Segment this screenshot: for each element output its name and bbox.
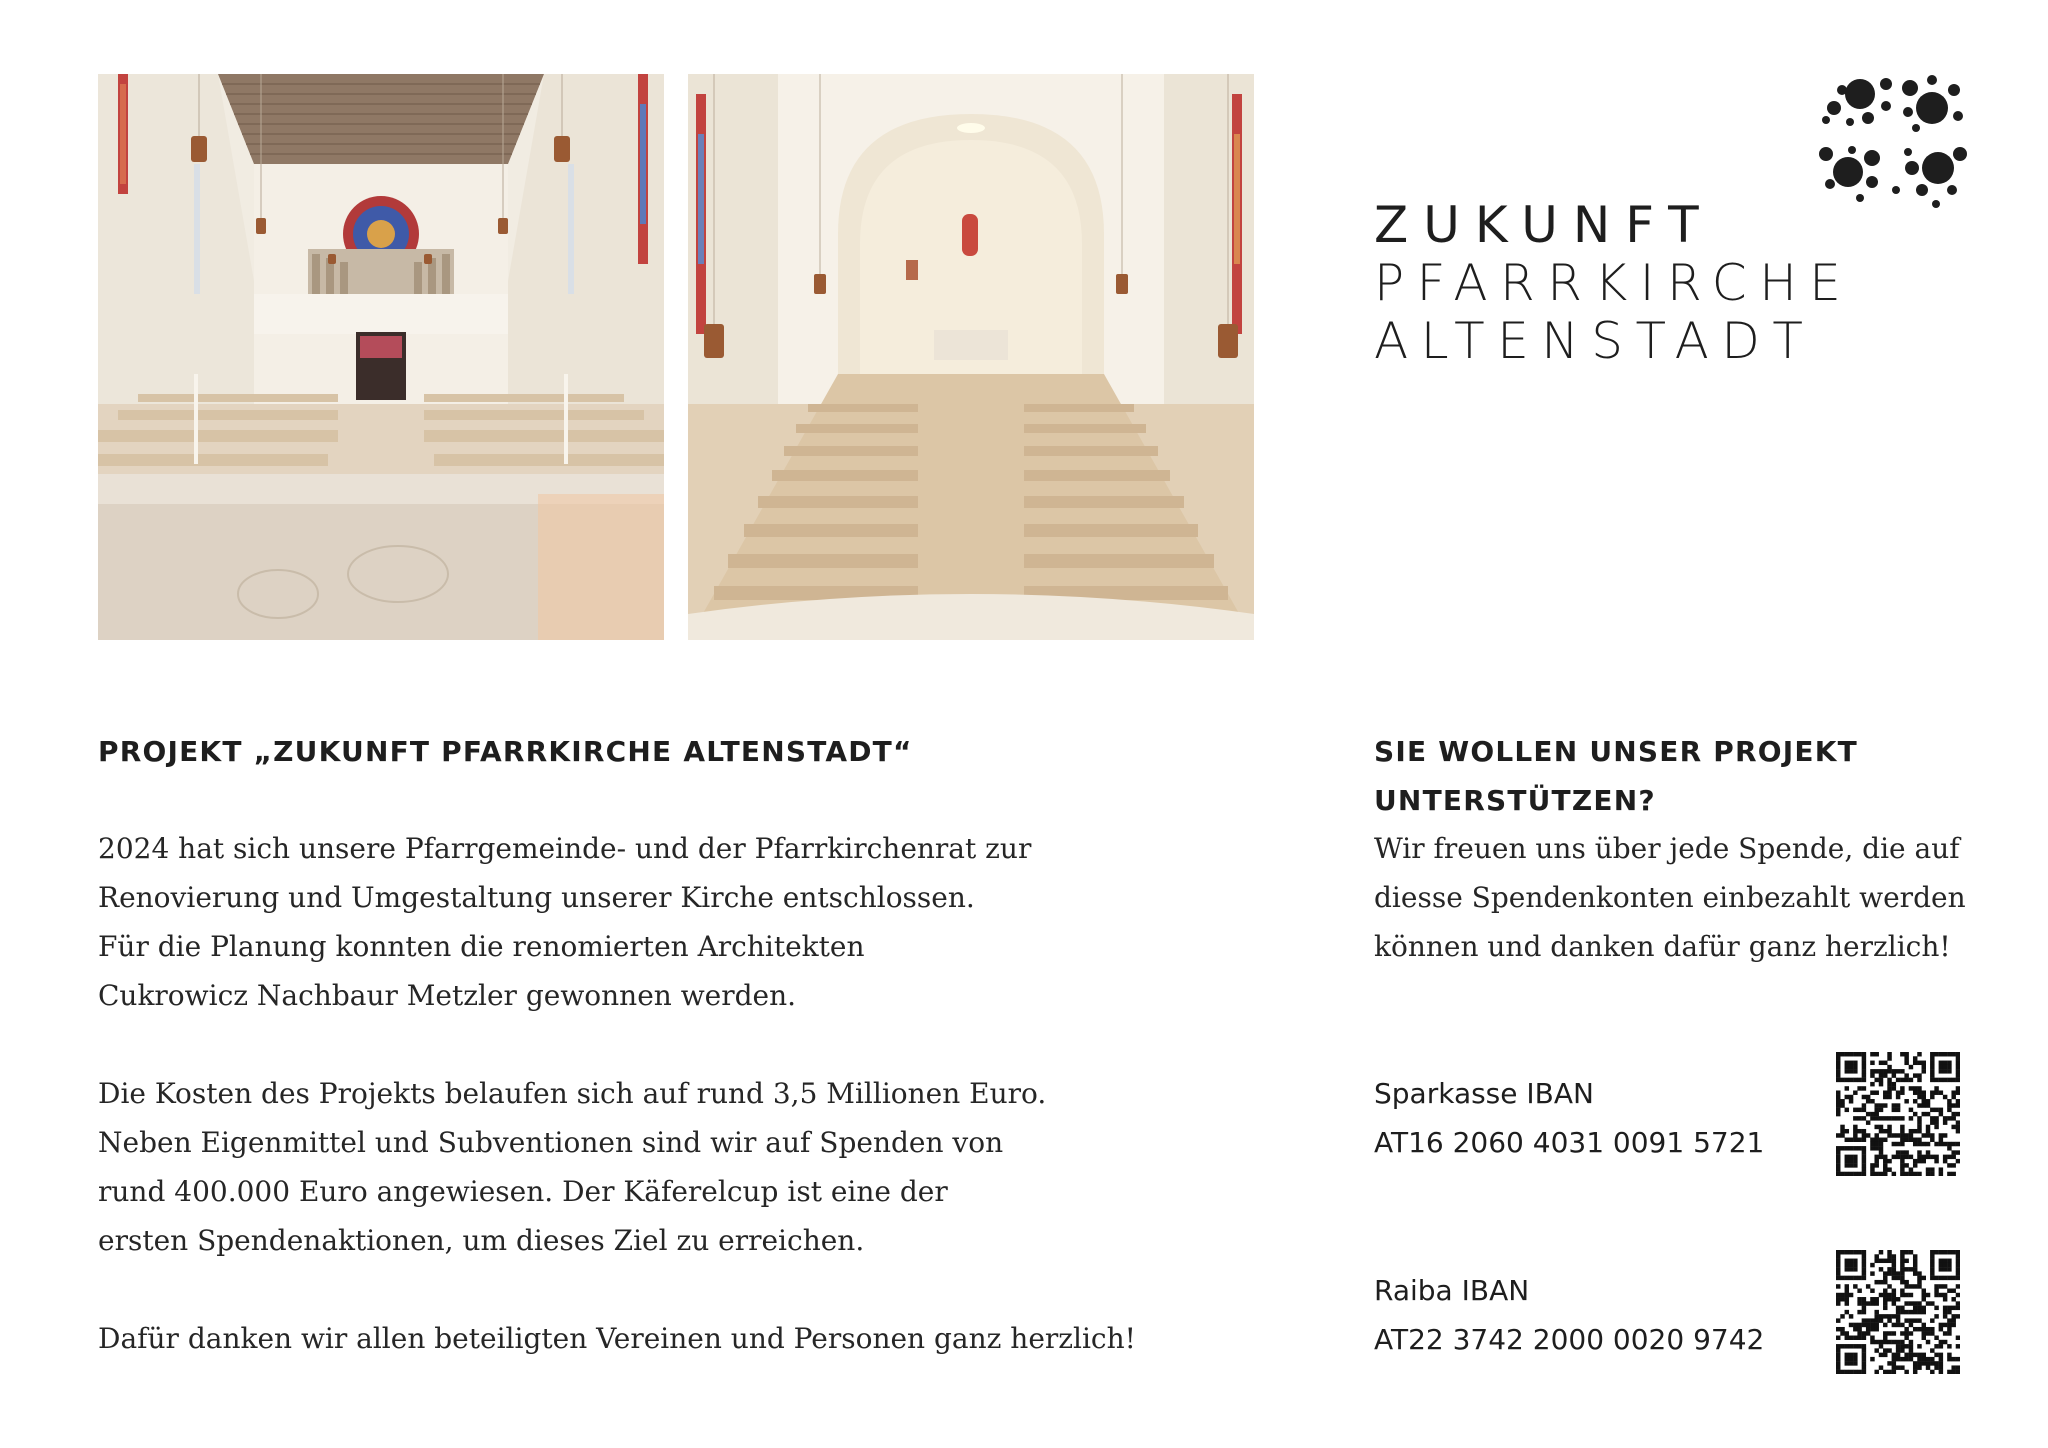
text-line: Die Kosten des Projekts belaufen sich auf rund 3,5 Millionen Euro. bbox=[98, 1077, 1047, 1110]
project-paragraph-2 bbox=[98, 1069, 1046, 1265]
project-paragraph-1 bbox=[98, 824, 1031, 1020]
support-text bbox=[1374, 824, 1966, 971]
project-paragraph-3 bbox=[98, 1314, 1136, 1363]
bank-name: Raiba IBAN bbox=[1374, 1274, 1530, 1307]
church-interior-image-apse bbox=[688, 74, 1254, 640]
text-line: können und danken dafür ganz herzlich! bbox=[1374, 930, 1951, 963]
text-line: Neben Eigenmittel und Subventionen sind wir auf Spenden von bbox=[98, 1126, 1004, 1159]
bank-account-sparkasse bbox=[1374, 1069, 1764, 1167]
text-line: Für die Planung konnten die renomierten Architekten bbox=[98, 930, 865, 963]
support-heading-line: SIE WOLLEN UNSER PROJEKT bbox=[1374, 735, 1858, 768]
text-line: Wir freuen uns über jede Spende, die auf bbox=[1374, 832, 1960, 865]
bank-name: Sparkasse IBAN bbox=[1374, 1077, 1594, 1110]
bank-account-raiba bbox=[1374, 1266, 1764, 1364]
iban-value: AT16 2060 4031 0091 5721 bbox=[1374, 1126, 1765, 1159]
support-heading bbox=[1374, 727, 1858, 825]
qr-code-icon bbox=[1836, 1250, 1960, 1374]
text-line: rund 400.000 Euro angewiesen. Der Käferelcup ist eine der bbox=[98, 1175, 948, 1208]
text-line: Renovierung und Umgestaltung unserer Kirche entschlossen. bbox=[98, 881, 975, 914]
text-line: ersten Spendenaktionen, um dieses Ziel zu erreichen. bbox=[98, 1224, 865, 1257]
text-line: 2024 hat sich unsere Pfarrgemeinde- und der Pfarrkirchenrat zur bbox=[98, 832, 1032, 865]
text-line: diesse Spendenkonten einbezahlt werden bbox=[1374, 881, 1966, 914]
logo-wordmark-pfarrkirche: PFARRKIRCHE bbox=[1374, 254, 1854, 312]
iban-value: AT22 3742 2000 0020 9742 bbox=[1374, 1323, 1765, 1356]
text-line: Cukrowicz Nachbaur Metzler gewonnen werden. bbox=[98, 979, 797, 1012]
support-heading-line: UNTERSTÜTZEN? bbox=[1374, 784, 1656, 817]
logo-wordmark-altenstadt: ALTENSTADT bbox=[1374, 312, 1816, 370]
dot-cross-logo-icon bbox=[1812, 72, 1972, 212]
project-heading: PROJEKT „ZUKUNFT PFARRKIRCHE ALTENSTADT“ bbox=[98, 735, 913, 768]
text-line: Dafür danken wir allen beteiligten Vereinen und Personen ganz herzlich! bbox=[98, 1322, 1136, 1355]
church-interior-image-organ bbox=[98, 74, 664, 640]
logo-wordmark-zukunft: ZUKUNFT bbox=[1374, 196, 1714, 254]
qr-code-icon bbox=[1836, 1052, 1960, 1176]
